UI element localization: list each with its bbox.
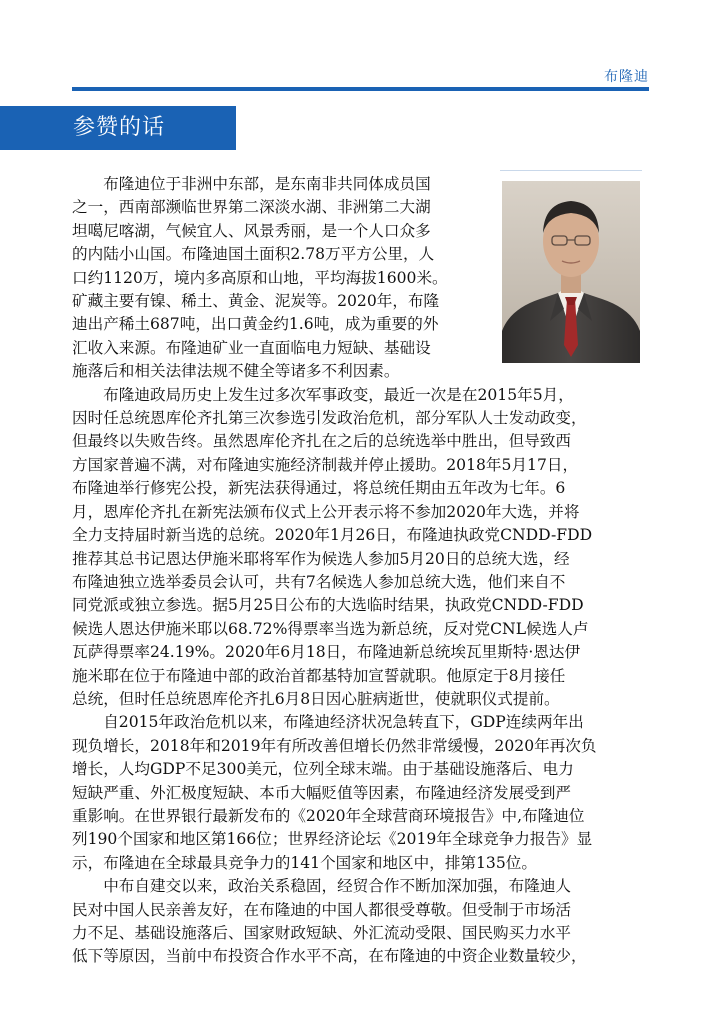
text-line: 坦噶尼喀湖，气候宜人、风景秀丽，是一个人口众多 [72, 221, 431, 240]
text-line: 布隆迪位于非洲中东部，是东南非共同体成员国 [103, 175, 431, 193]
text-line: 施米耶在位于布隆迪中部的政治首都基特加宣誓就职。他原定于8月接任 [72, 666, 566, 685]
header-label: 布隆迪 [604, 69, 649, 85]
text-line: 施落后和相关法律法规不健全等诸多不利因素。 [72, 362, 400, 381]
text-line: 民对中国人民亲善友好，在布隆迪的中国人都很受尊敬。但受制于市场活 [72, 900, 572, 919]
header-rule [72, 87, 649, 91]
text-line: 候选人恩达伊施米耶以68.72%得票率当选为新总统，反对党CNL候选人卢 [72, 619, 589, 638]
text-line: 矿藏主要有镍、稀土、黄金、泥炭等。2020年，布隆 [72, 292, 440, 311]
photo-top-rule [500, 170, 642, 171]
text-line: 汇收入来源。布隆迪矿业一直面临电力短缺、基础设 [72, 338, 431, 357]
text-line: 迪出产稀土687吨，出口黄金约1.6吨，成为重要的外 [72, 315, 439, 334]
text-line: 总统，但时任总统恩库伦齐扎6月8日因心脏病逝世，使就职仪式提前。 [72, 689, 560, 708]
text-line: 但最终以失败告终。虽然恩库伦齐扎在之后的总统选举中胜出，但导致西 [72, 432, 572, 451]
text-line: 重影响。在世界银行最新发布的《2020年全球营商环境报告》中,布隆迪位 [72, 806, 585, 825]
body-text [72, 173, 652, 969]
section-title: 参赞的话 [0, 106, 236, 150]
text-line: 现负增长，2018年和2019年有所改善但增长仍然非常缓慢，2020年再次负 [72, 736, 597, 755]
text-line: 增长，人均GDP不足300美元，位列全球末端。由于基础设施落后、电力 [72, 760, 574, 779]
paragraph-cooperation [72, 875, 652, 969]
text-line: 方国家普遍不满，对布隆迪实施经济制裁并停止援助。2018年5月17日， [72, 455, 579, 474]
text-line: 推荐其总书记恩达伊施米耶将军作为候选人参加5月20日的总统大选，经 [72, 549, 570, 568]
text-line: 短缺严重、外汇极度短缺、本币大幅贬值等因素，布隆迪经济发展受到严 [72, 783, 572, 802]
paragraph-politics [72, 384, 652, 712]
text-line: 月，恩库伦齐扎在新宪法颁布仪式上公开表示将不参加2020年大选，并将 [72, 502, 580, 521]
text-line: 因时任总统恩库伦齐扎第三次参选引发政治危机，部分军队人士发动政变， [72, 409, 587, 428]
text-line: 同党派或独立参选。据5月25日公布的大选临时结果，执政党CNDD-FDD [72, 596, 584, 615]
text-line: 布隆迪独立选举委员会认可，共有7名候选人参加总统大选，他们来自不 [72, 572, 566, 591]
text-line: 列190个国家和地区第166位；世界经济论坛《2019年全球竞争力报告》显 [72, 830, 593, 849]
text-line: 布隆迪举行修宪公投，新宪法获得通过，将总统任期由五年改为七年。6 [72, 479, 566, 498]
text-line: 布隆迪政局历史上发生过多次军事政变，最近一次是在2015年5月， [103, 385, 574, 404]
text-line: 的内陆小山国。布隆迪国土面积2.78万平方公里，人 [72, 245, 435, 264]
text-line: 之一，西南部濒临世界第二深淡水湖、非洲第二大湖 [72, 198, 431, 217]
paragraph-economy [72, 711, 652, 875]
text-line: 低下等原因，当前中布投资合作水平不高，在布隆迪的中资企业数量较少， [72, 947, 587, 966]
text-line: 示，布隆迪在全球最具竞争力的141个国家和地区中，排第135位。 [72, 853, 537, 872]
text-line: 中布自建交以来，政治关系稳固，经贸合作不断加深加强，布隆迪人 [103, 877, 572, 896]
text-line: 自2015年政治危机以来，布隆迪经济状况急转直下，GDP连续两年出 [103, 713, 584, 732]
text-line: 力不足、基础设施落后、国家财政短缺、外汇流动受限、国民购买力水平 [72, 924, 572, 942]
text-line: 口约1120万，境内多高原和山地，平均海拔1600米。 [72, 268, 448, 287]
text-line: 全力支持届时新当选的总统。2020年1月26日，布隆迪执政党CNDD-FDD [72, 526, 593, 545]
text-line: 瓦萨得票率24.19%。2020年6月18日，布隆迪新总统埃瓦里斯特·恩达伊 [72, 643, 581, 662]
paragraph-intro [72, 173, 490, 384]
